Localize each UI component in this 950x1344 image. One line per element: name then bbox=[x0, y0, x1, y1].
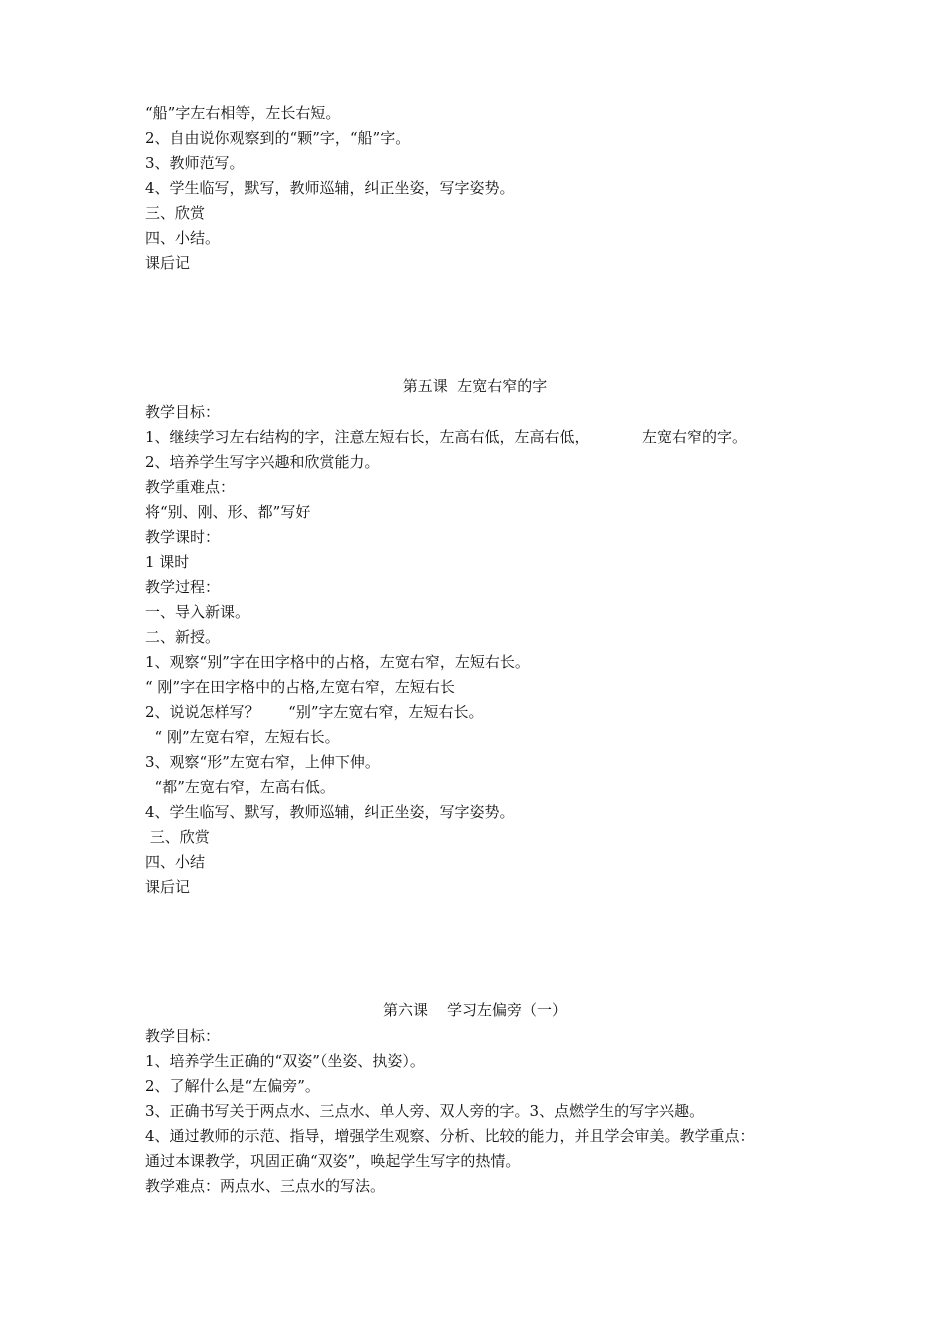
text-line: 一、导入新课。 bbox=[145, 603, 251, 621]
text-line: 4、学生临写，默写，教师巡辅，纠正坐姿，写字姿势。 bbox=[145, 179, 515, 197]
text-line: 1、观察“别”字在田字格中的占格，左宽右窄，左短右长。 bbox=[145, 653, 530, 671]
text-line: 四、小结。 bbox=[145, 229, 221, 247]
text-line: 教学目标： bbox=[145, 1027, 221, 1045]
text-line: 教学重难点： bbox=[145, 478, 236, 496]
text-line: 2、自由说你观察到的“颗”字，“船”字。 bbox=[145, 129, 411, 147]
text-line: 二、新授。 bbox=[145, 628, 221, 646]
text-line: 四、小结 bbox=[145, 853, 206, 871]
text-line: 1、继续学习左右结构的字，注意左短右长，左高右低，左高右低， 左宽右窄的字。 bbox=[145, 428, 747, 446]
text-line: “都”左宽右窄，左高右低。 bbox=[145, 778, 335, 796]
text-line: 教学课时： bbox=[145, 528, 221, 546]
text-line: 1 课时 bbox=[145, 553, 190, 571]
text-line: 将“别、刚、形、都”写好 bbox=[145, 503, 311, 521]
text-line: 三、欣赏 bbox=[145, 828, 210, 846]
text-line: 3、观察“形”左宽右窄，上伸下伸。 bbox=[145, 753, 380, 771]
text-line: “ 刚”左宽右窄，左短右长。 bbox=[145, 728, 340, 746]
text-line: 教学难点：两点水、三点水的写法。 bbox=[145, 1177, 386, 1195]
text-line: 4、学生临写、默写，教师巡辅，纠正坐姿，写字姿势。 bbox=[145, 803, 515, 821]
text-line: 2、了解什么是“左偏旁”。 bbox=[145, 1077, 320, 1095]
text-line: 通过本课教学，巩固正确“双姿”，唤起学生写字的热情。 bbox=[145, 1152, 521, 1170]
text-line: 课后记 bbox=[145, 254, 191, 272]
text-line: 3、教师范写。 bbox=[145, 154, 245, 172]
lesson5-title: 第五课 左宽右窄的字 bbox=[402, 377, 548, 395]
text-line: “ 刚”字在田字格中的占格,左宽右窄，左短右长 bbox=[145, 678, 455, 696]
text-line: 2、说说怎样写？ “别”字左宽右窄，左短右长。 bbox=[145, 703, 484, 721]
text-line: “船”字左右相等，左长右短。 bbox=[145, 104, 341, 122]
text-line: 4、通过教师的示范、指导，增强学生观察、分析、比较的能力，并且学会审美。教学重点： bbox=[145, 1127, 755, 1145]
text-line: 三、欣赏 bbox=[145, 204, 206, 222]
text-line: 2、培养学生写字兴趣和欣赏能力。 bbox=[145, 453, 380, 471]
text-line: 1、培养学生正确的“双姿”（坐姿、执姿）。 bbox=[145, 1052, 425, 1070]
text-line: 教学目标： bbox=[145, 403, 221, 421]
lesson6-title: 第六课 学习左偏旁（一） bbox=[382, 1001, 568, 1019]
text-line: 课后记 bbox=[145, 878, 191, 896]
text-line: 3、正确书写关于两点水、三点水、单人旁、双人旁的字。3、点燃学生的写字兴趣。 bbox=[145, 1102, 705, 1120]
text-line: 教学过程： bbox=[145, 578, 221, 596]
